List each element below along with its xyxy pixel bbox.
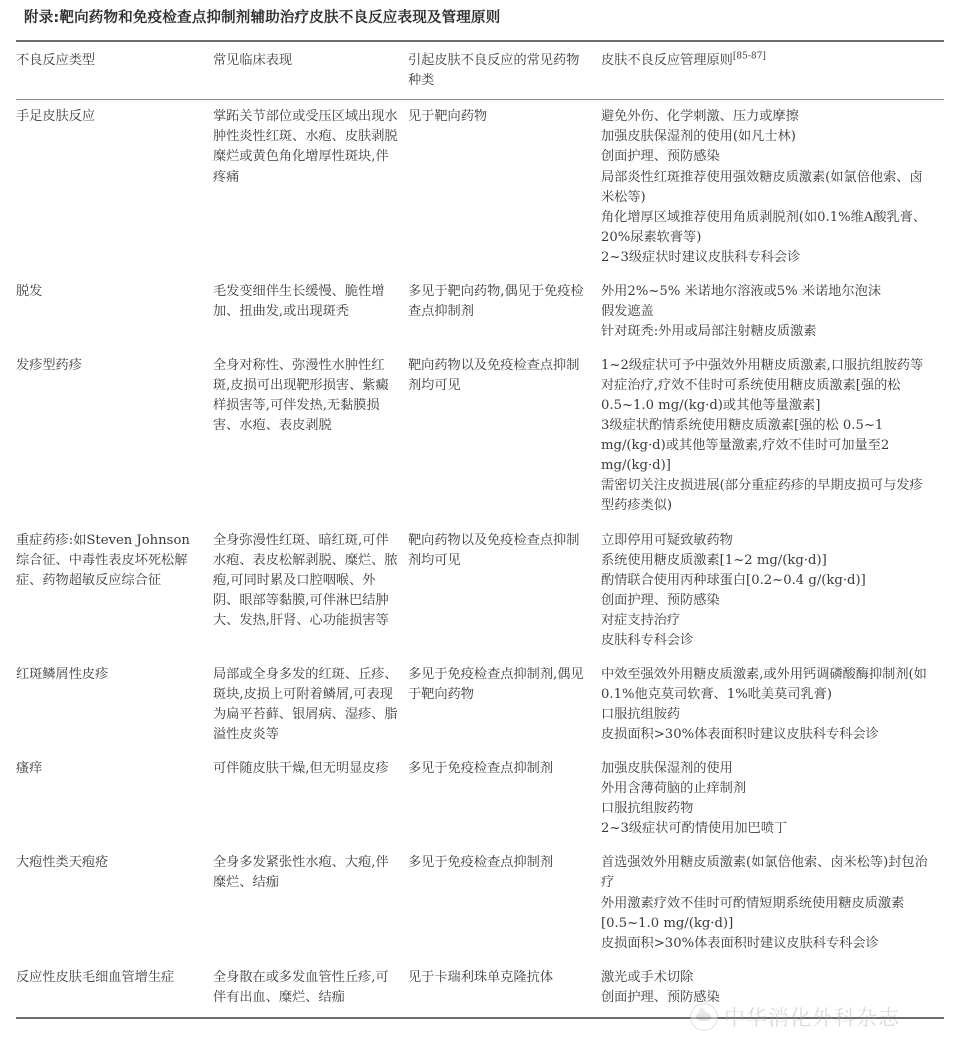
management-line: 口服抗组胺药物 <box>601 801 694 817</box>
cell-drug-categories: 多见于免疫检查点抑制剂,偶见于靶向药物 <box>408 666 584 702</box>
table-row <box>16 524 944 658</box>
management-line: 针对斑秃:外用或局部注射糖皮质激素 <box>601 323 817 339</box>
cell-drug-categories: 见于卡瑞利珠单克隆抗体 <box>408 961 601 1018</box>
cell-reaction-type: 红斑鳞屑性皮疹 <box>16 666 109 682</box>
management-line: 1~2级症状可予中强效外用糖皮质激素,口服抗组胺药等对症治疗,疗效不佳时可系统使用糖皮质激素[强的松0.5~1.0 mg/(kg·d)或其他等量激素] <box>601 358 924 414</box>
cell-drug-categories: 多见于靶向药物,偶见于免疫检查点抑制剂 <box>408 283 584 319</box>
management-line: 避免外伤、化学刺激、压力或摩擦 <box>601 109 799 125</box>
management-line: 创面护理、预防感染 <box>601 149 720 165</box>
cell-reaction-type: 发疹型药疹 <box>16 358 82 374</box>
management-line: 3级症状酌情系统使用糖皮质激素[强的松 0.5~1 mg/(kg·d)或其他等量激素,疗效不佳时可加量至2 mg/(kg·d)] <box>601 418 890 474</box>
cell-management-principles <box>601 524 944 658</box>
cell-drug-categories: 靶向药物以及免疫检查点抑制剂均可见 <box>408 358 580 394</box>
column-header-reaction-type: 不良反应类型 <box>16 41 213 100</box>
table-caption: 附录:靶向药物和免疫检查点抑制剂辅助治疗皮肤不良反应表现及管理原则 <box>24 10 501 26</box>
management-line: 立即停用可疑致敏药物 <box>601 532 733 548</box>
management-line: 2~3级症状可酌情使用加巴喷丁 <box>601 821 788 837</box>
management-line: 口服抗组胺药 <box>601 707 681 723</box>
management-line: 假发遮盖 <box>601 303 654 319</box>
management-line: 2~3级症状时建议皮肤科专科会诊 <box>601 249 801 265</box>
header-row <box>16 41 944 100</box>
management-line: 外用激素疗效不佳时可酌情短期系统使用糖皮质激素[0.5~1.0 mg/(kg·d)] <box>601 895 905 931</box>
cell-clinical-manifestation: 全身多发紧张性水疱、大疱,伴糜烂、结痂 <box>213 855 389 891</box>
table-row <box>16 846 944 960</box>
table-row <box>16 275 944 349</box>
management-line: 系统使用糖皮质激素[1~2 mg/(kg·d)] <box>601 552 827 568</box>
management-line: 加强皮肤保湿剂的使用(如凡士林) <box>601 129 796 145</box>
cell-clinical-manifestation: 局部或全身多发的红斑、丘疹、斑块,皮损上可附着鳞屑,可表现为扁平苔藓、银屑病、湿疹、脂溢性皮炎等 <box>213 666 398 743</box>
table-row <box>16 961 944 1018</box>
cell-drug-categories: 多见于免疫检查点抑制剂 <box>408 761 554 777</box>
management-line: 需密切关注皮损进展(部分重症药疹的早期皮损可与发疹型药疹类似) <box>601 478 923 514</box>
table-body <box>16 100 944 1018</box>
cell-reaction-type: 瘙痒 <box>16 761 43 777</box>
management-line: 创面护理、预防感染 <box>601 989 720 1005</box>
management-line: 对症支持治疗 <box>601 612 681 628</box>
cell-clinical-manifestation: 可伴随皮肤干燥,但无明显皮疹 <box>213 761 389 777</box>
cell-drug-categories: 见于靶向药物 <box>408 109 488 125</box>
management-line: 角化增厚区域推荐使用角质剥脱剂(如0.1%维A酸乳膏、20%尿素软膏等) <box>601 209 927 245</box>
column-header-drug-categories: 引起皮肤不良反应的常见药物种类 <box>408 41 601 100</box>
cell-clinical-manifestation: 毛发变细伴生长缓慢、脆性增加、扭曲发,或出现斑秃 <box>213 283 385 319</box>
cell-management-principles <box>601 100 944 275</box>
cell-clinical-manifestation: 全身弥漫性红斑、暗红斑,可伴水疱、表皮松解剥脱、糜烂、脓疱,可同时累及口腔咽喉、外阴、眼部等黏膜,可伴淋巴结肿大、发热,肝肾、心功能损害等 <box>213 532 398 628</box>
management-line: 中效至强效外用糖皮质激素,或外用钙调磷酸酶抑制剂(如0.1%他克莫司软膏、1%吡美莫司乳膏) <box>601 666 927 702</box>
management-line: 皮损面积>30%体表面积时建议皮肤科专科会诊 <box>601 935 879 951</box>
cell-management-principles <box>601 752 944 846</box>
column-header-management-label: 皮肤不良反应管理原则 <box>601 52 733 68</box>
table-header <box>16 41 944 100</box>
cell-management-principles <box>601 961 944 1018</box>
table-row <box>16 349 944 524</box>
cell-reaction-type: 重症药疹:如Steven Johnson综合征、中毒性表皮坏死松解症、药物超敏反应综合征 <box>16 532 190 588</box>
cell-reaction-type: 反应性皮肤毛细血管增生症 <box>16 961 213 1018</box>
cell-management-principles <box>601 846 944 960</box>
journal-watermark-text: 中华消化外科杂志 <box>724 1006 900 1030</box>
management-line: 外用2%~5% 米诺地尔溶液或5% 米诺地尔泡沫 <box>601 283 882 299</box>
cell-clinical-manifestation: 掌跖关节部位或受压区域出现水肿性炎性红斑、水疱、皮肤剥脱糜烂或黄色角化增厚性斑块,伴疼痛 <box>213 109 398 185</box>
management-line: 外用含薄荷脑的止痒制剂 <box>601 781 747 797</box>
column-header-management-principles <box>601 41 944 100</box>
cell-drug-categories: 靶向药物以及免疫检查点抑制剂均可见 <box>408 532 580 568</box>
reference-superscript: [85-87] <box>732 51 766 62</box>
management-line: 加强皮肤保湿剂的使用 <box>601 761 733 777</box>
management-line: 局部炎性红斑推荐使用强效糖皮质激素(如氯倍他索、卤米松等) <box>601 169 923 205</box>
cell-clinical-manifestation: 全身散在或多发血管性丘疹,可伴有出血、糜烂、结痂 <box>213 961 408 1018</box>
column-header-clinical-manifestation: 常见临床表现 <box>213 41 408 100</box>
management-line: 首选强效外用糖皮质激素(如氯倍他索、卤米松等)封包治疗 <box>601 855 928 891</box>
management-line: 创面护理、预防感染 <box>601 592 720 608</box>
cell-drug-categories: 多见于免疫检查点抑制剂 <box>408 855 554 871</box>
management-line: 酌情联合使用丙种球蛋白[0.2~0.4 g/(kg·d)] <box>601 572 866 588</box>
management-line: 皮损面积>30%体表面积时建议皮肤科专科会诊 <box>601 727 879 743</box>
appendix-table <box>16 40 944 1019</box>
cell-management-principles <box>601 275 944 349</box>
management-line: 皮肤科专科会诊 <box>601 632 694 648</box>
cell-reaction-type: 脱发 <box>16 283 43 299</box>
cell-management-principles <box>601 658 944 752</box>
cell-reaction-type: 手足皮肤反应 <box>16 109 96 125</box>
table-row <box>16 100 944 275</box>
cell-management-principles <box>601 349 944 524</box>
management-line: 激光或手术切除 <box>601 969 694 985</box>
cell-reaction-type: 大疱性类天疱疮 <box>16 855 109 871</box>
table-row <box>16 752 944 846</box>
table-row <box>16 658 944 752</box>
cell-clinical-manifestation: 全身对称性、弥漫性水肿性红斑,皮损可出现靶形损害、紫癜样损害等,可伴发热,无黏膜损害、水疱、表皮剥脱 <box>213 358 389 434</box>
